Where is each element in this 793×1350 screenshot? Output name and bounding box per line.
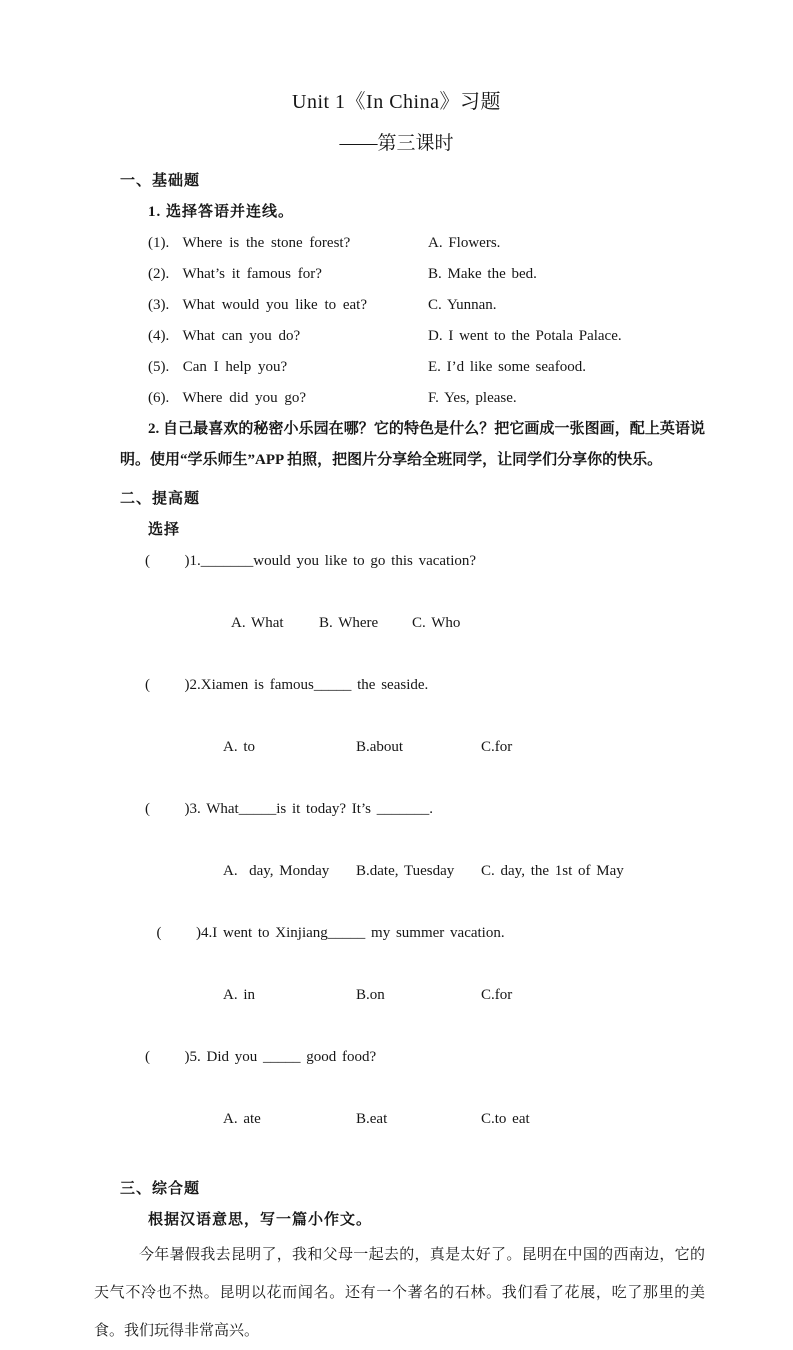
matching-question: (4). What can you do? [148, 328, 301, 344]
matching-row [148, 352, 705, 383]
matching-answer: F. Yes, please. [428, 390, 517, 406]
mc-option-a: A. ate [223, 1111, 261, 1127]
mc-question-stem: ( )4.I went to Xinjiang_____ my summer vacation. [145, 925, 505, 941]
mc-option-b: B.about [356, 739, 404, 755]
mc-option-b: B. Where [319, 615, 379, 631]
mc-option-c: C. day, the 1st of May [481, 863, 624, 879]
section-basic-heading: 一、基础题 [120, 173, 201, 189]
mc-options-row [88, 701, 705, 794]
matching-question: (6). Where did you go? [148, 390, 307, 406]
matching-question: (3). What would you like to eat? [148, 297, 368, 313]
mc-option-c: C.for [481, 739, 513, 755]
multiple-choice-list [88, 546, 705, 1166]
mc-options-row [88, 1073, 705, 1166]
page-title: Unit 1《In China》习题 [292, 91, 501, 113]
section-advanced-heading: 二、提高题 [120, 491, 201, 507]
mc-options-row [88, 825, 705, 918]
matching-row [148, 383, 705, 414]
mc-options-row [88, 949, 705, 1042]
matching-answer: A. Flowers. [428, 235, 501, 251]
mc-option-a: A. to [223, 739, 255, 755]
matching-row [148, 290, 705, 321]
mc-options-row [88, 577, 705, 670]
matching-row [148, 228, 705, 259]
task2-instruction: 2. 自己最喜欢的秘密小乐园在哪？它的特色是什么？把它画成一张图画，配上英语说明。使用“学乐师生”APP 拍照，把图片分享给全班同学，让同学们分享你的快乐。 [120, 421, 705, 468]
page-subtitle: ——第三课时 [339, 133, 454, 154]
mc-option-c: C.to eat [481, 1111, 530, 1127]
task1-label: 1. 选择答语并连线。 [148, 204, 295, 220]
mc-question-stem: ( )3. What_____is it today? It’s _______. [145, 801, 433, 817]
section-comprehensive-heading: 三、综合题 [120, 1181, 201, 1197]
matching-row [148, 259, 705, 290]
matching-question: (5). Can I help you? [148, 359, 288, 375]
mc-option-a: A. in [223, 987, 255, 1003]
mc-option-b: B.on [356, 987, 385, 1003]
mc-question-stem: ( )2.Xiamen is famous_____ the seaside. [145, 677, 429, 693]
matching-question: (1). Where is the stone forest? [148, 235, 351, 251]
mc-option-c: C. Who [412, 615, 461, 631]
matching-question: (2). What’s it famous for? [148, 266, 322, 282]
composition-passage: 今年暑假我去昆明了，我和父母一起去的，真是太好了。昆明在中国的西南边，它的天气不冷也不热。昆明以花而闻名。还有一个著名的石林。我们看了花展，吃了那里的美食。我们玩得非常高兴。 [94, 1247, 705, 1339]
matching-answer: D. I went to the Potala Palace. [428, 328, 622, 344]
mc-question-stem: ( )5. Did you _____ good food? [145, 1049, 377, 1065]
matching-answer: B. Make the bed. [428, 266, 537, 282]
matching-row [148, 321, 705, 352]
mc-option-c: C.for [481, 987, 513, 1003]
mc-question-stem: ( )1._______would you like to go this vacation? [145, 553, 477, 569]
matching-list [88, 228, 705, 414]
mc-option-b: B.eat [356, 1111, 388, 1127]
mc-option-b: B.date, Tuesday [356, 863, 455, 879]
choose-label: 选择 [148, 522, 181, 538]
matching-answer: E. I’d like some seafood. [428, 359, 586, 375]
composition-instruction: 根据汉语意思，写一篇小作文。 [148, 1212, 373, 1228]
matching-answer: C. Yunnan. [428, 297, 497, 313]
mc-option-a: A. What [231, 615, 284, 631]
mc-option-a: A. day, Monday [223, 863, 330, 879]
